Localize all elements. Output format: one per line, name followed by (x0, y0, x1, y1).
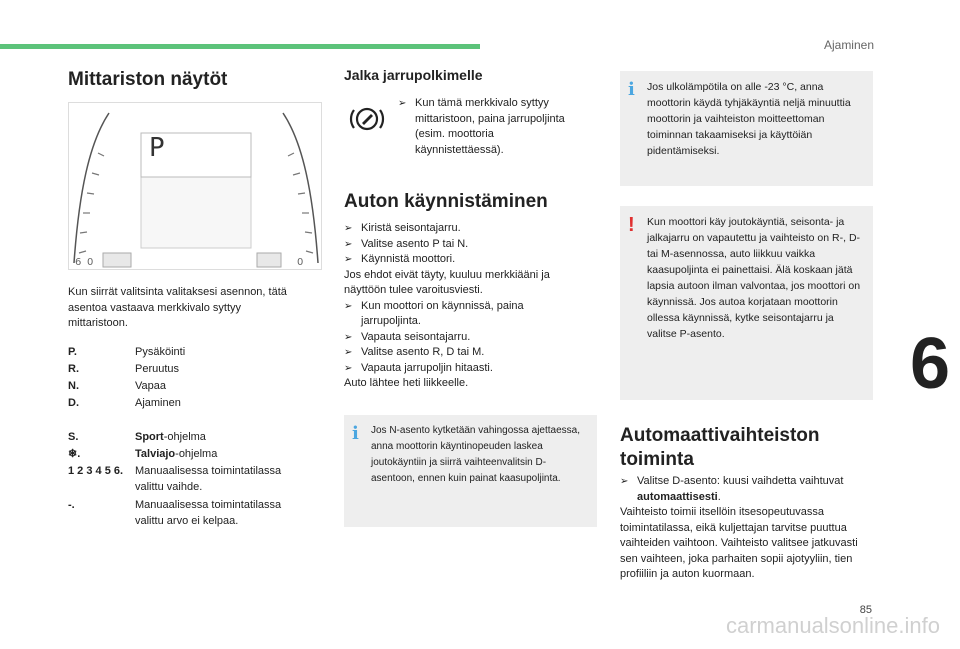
definition-value (135, 430, 308, 447)
definition-key: 1 2 3 4 5 6. (68, 465, 124, 477)
header-accent-bar (0, 44, 480, 49)
info-text: Jos ulkolämpötila on alle -23 °C, anna moottorin käydä tyhjäkäyntiä neljä minuuttia moottorin ja vaihteiston moitteettoman toiminnan takaamiseksi ja käyttöiän pidentämiseksi. (647, 81, 851, 157)
start-result: Auto lähtee heti liikkeelle. (344, 377, 469, 389)
step-text: Kiristä seisontajarru. (361, 222, 461, 234)
warning-box (620, 206, 873, 400)
svg-text:0: 0 (87, 257, 94, 268)
bullet-icon: ➢ (344, 362, 353, 374)
page-number: 85 (859, 604, 872, 616)
step-text: Kun moottori on käynnissä, paina jarrupoljinta. (361, 299, 524, 327)
definition-key: R. (68, 363, 79, 375)
info-box-cold-start (620, 71, 873, 186)
list-item (344, 252, 584, 268)
bullet-icon: ➢ (344, 254, 353, 265)
definition-value: Manuaalisessa toimintatilassa valittu arvo ei kelpaa. (135, 499, 282, 527)
mode-suffix: -ohjelma (163, 431, 206, 443)
list-item (344, 299, 584, 330)
auto-text: Vaihteisto toimii itsellöin itsesopeutuvassa toimintatilassa, eikä kuljettajan tarvitse puuttua vaihteiden vaihtoon. Vaihteisto valitsee jatkuvasti sen vaihteen, joka parhaiten sopii ajotyyliin, tien profiiliin ja auton kuormaan. (620, 506, 858, 580)
mode-suffix: -ohjelma (175, 448, 218, 460)
bullet-icon: ➢ (398, 98, 407, 109)
list-item (344, 361, 584, 377)
watermark: carmanualsonline.info (725, 613, 940, 638)
definition-row (68, 447, 308, 464)
definition-key: P. (68, 346, 77, 358)
definition-row (68, 345, 308, 362)
bullet-icon: ➢ (344, 347, 353, 358)
step-text: Valitse D-asento: kuusi vaihdetta vaihtuvat automaattisesti. (637, 475, 844, 503)
warning-text: Kun moottori käy joutokäyntiä, seisonta- ja jalkajarru on vapautettu ja vaihteisto on R-, D- tai M-asennossa, auto liikkuu vaikka kaasupoljinta ei painettaisi. Älä koskaan jätä lapsia autoon ilman valvontaa, jos moottori on käynnissä. Jos autoa korjataan moottorin ollessa käynnissä, kytke seisontajarru ja valitse P-asento. (647, 216, 861, 340)
step-text: Käynnistä moottori. (361, 253, 456, 265)
instrument-cluster-image (68, 102, 322, 270)
definition-value: Manuaalisessa toimintatilassa valittu vaihde. (135, 465, 282, 493)
info-icon: i (352, 423, 359, 444)
list-item (344, 330, 584, 346)
definition-key: D. (68, 397, 79, 409)
warning-icon: ! (628, 214, 635, 236)
snowflake-icon: ❄. (68, 448, 81, 460)
list-item (344, 345, 584, 361)
mode-name: Sport (135, 431, 164, 443)
step-text: Vapauta seisontajarru. (361, 330, 471, 343)
brake-instruction-text: Kun tämä merkkivalo syttyy mittaristoon, paina jarrupoljinta (esim. moottoria käynnistettäessä). (415, 97, 565, 156)
definition-key: -. (68, 499, 75, 511)
definition-value: Peruutus (135, 363, 180, 375)
step-text: Valitse asento R, D tai M. (361, 346, 485, 358)
definition-row (68, 464, 308, 498)
list-item (344, 221, 584, 237)
section-title: Ajaminen (823, 38, 874, 52)
list-item (344, 237, 584, 253)
brake-pedal-warning-icon (349, 101, 385, 137)
mode-name: Talviajo (135, 448, 176, 460)
start-note: Jos ehdot eivät täyty, kuuluu merkkiääni ja näyttöön tulee varoitusviesti. (344, 268, 550, 296)
brake-heading: Jalka jarrupolkimelle (344, 67, 483, 83)
definition-row (68, 362, 308, 379)
step-text: Vapauta jarrupoljin hitaasti. (361, 361, 493, 374)
info-text: Jos N-asento kytketään vahingossa ajettaessa, anna moottorin käyntinopeuden laskea joutokäyntiin ja siirrä vaihteenvalitsin D-asentoon, ennen kuin painat kaasupoljinta. (371, 425, 581, 484)
display-intro-text: Kun siirrät valitsinta valitaksesi asennon, tätä asentoa vastaava merkkivalo syttyy mittaristoon. (68, 286, 287, 329)
bullet-icon: ➢ (344, 331, 353, 343)
brake-instruction (398, 96, 583, 158)
start-heading: Auton käynnistäminen (344, 191, 548, 212)
auto-heading: Automaattivaihteiston toiminta (620, 425, 820, 470)
svg-text:0: 0 (297, 257, 304, 268)
definition-row (68, 396, 308, 413)
definition-key: S. (68, 431, 79, 443)
info-icon: i (628, 79, 635, 100)
bullet-icon: ➢ (344, 238, 353, 250)
gear-indicator-display: P (149, 133, 165, 163)
gear-definitions (68, 345, 308, 413)
mode-definitions (68, 430, 308, 532)
bullet-icon: ➢ (620, 476, 629, 487)
step-prefix: Valitse D-asento: kuusi vaihdetta vaihtuvat (637, 475, 844, 487)
definition-row (68, 498, 308, 532)
definition-value: Ajaminen (135, 397, 181, 409)
bullet-icon: ➢ (344, 300, 353, 312)
page-title: Mittariston näytöt (68, 69, 228, 90)
auto-description (620, 474, 875, 583)
definition-row (68, 430, 308, 447)
definition-value: Vapaa (135, 380, 166, 392)
bullet-icon: ➢ (344, 223, 353, 234)
step-emphasis: automaattisesti (637, 490, 718, 503)
step-text: Valitse asento P tai N. (361, 237, 469, 250)
definition-row (68, 379, 308, 396)
definition-key: N. (68, 380, 79, 392)
definition-value (135, 447, 308, 464)
svg-text:6: 6 (75, 257, 82, 268)
list-item (620, 474, 875, 505)
start-steps (344, 221, 584, 392)
chapter-tab: 6 (900, 320, 960, 408)
info-box-neutral-gear (344, 415, 597, 527)
definition-value: Pysäköinti (135, 346, 186, 358)
